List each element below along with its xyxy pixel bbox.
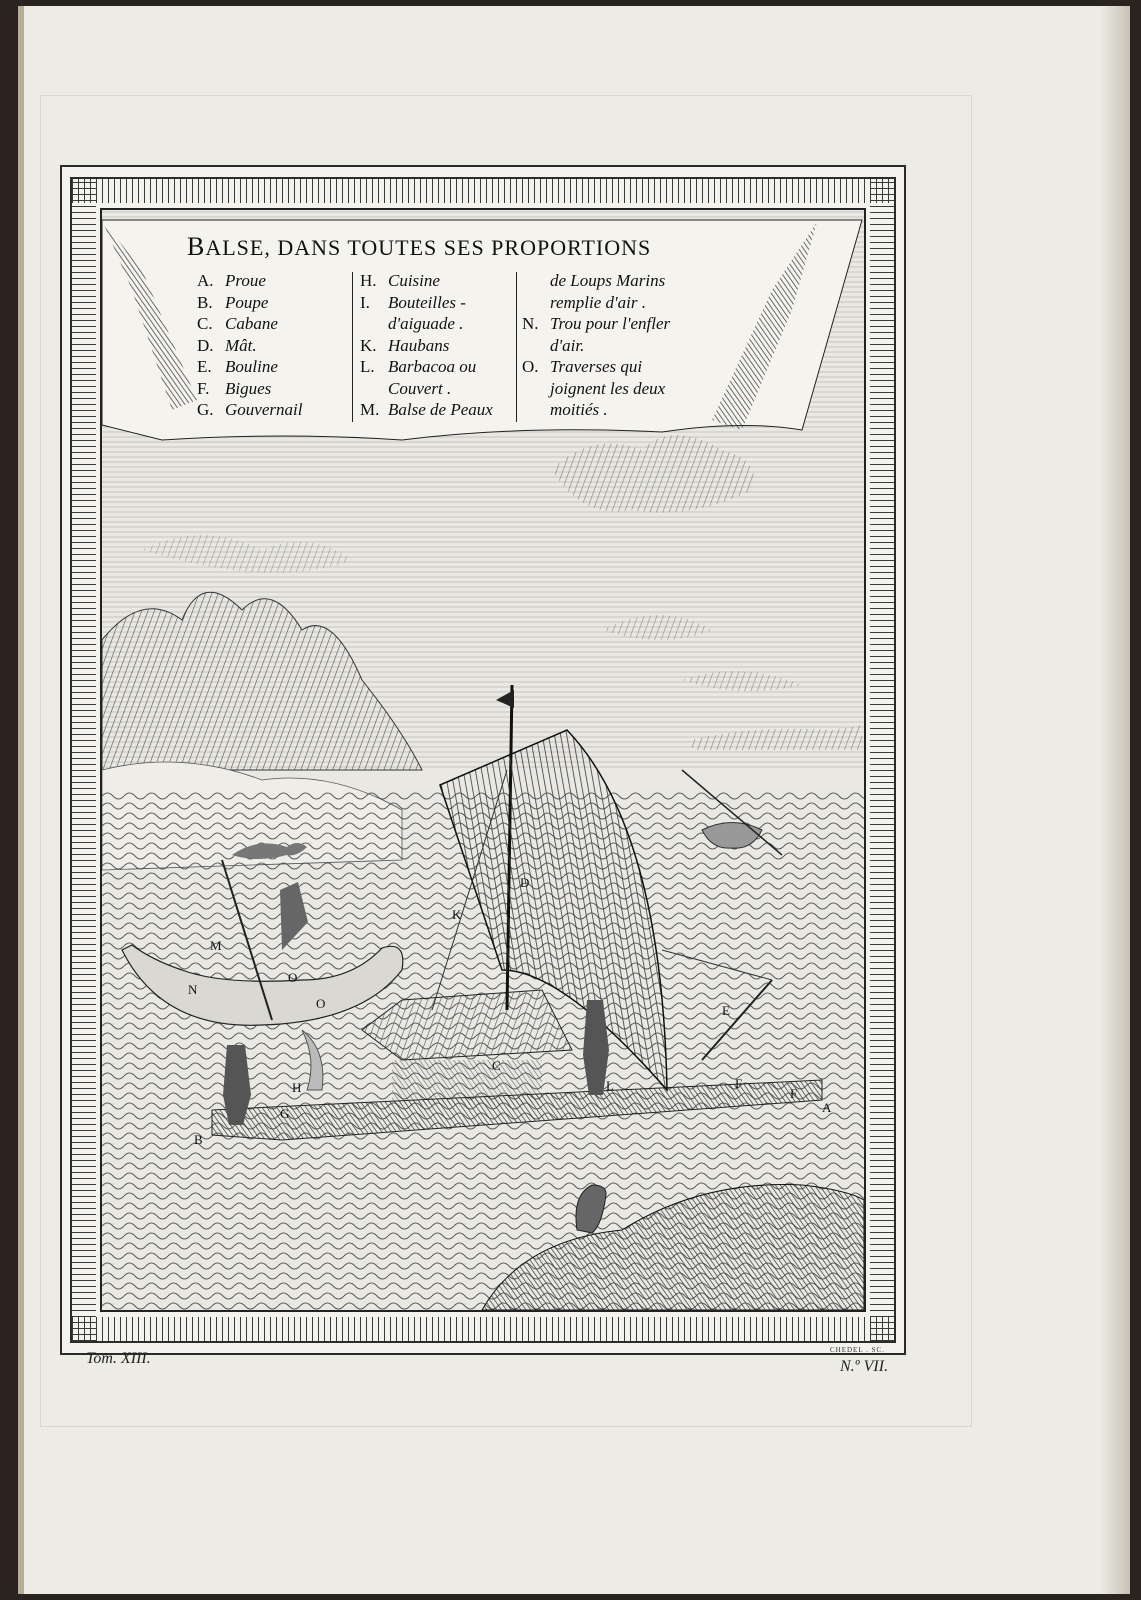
legend-entry: G. Gouvernail	[197, 400, 303, 419]
legend-entry: K. Haubans	[360, 335, 450, 355]
plate-title: BALSE, DANS TOUTES SES PROPORTIONS	[187, 232, 652, 261]
legend-entry: I. Bouteilles -	[360, 292, 466, 312]
scene-mark-h: H	[292, 1080, 302, 1095]
scene-mark-f2: F	[790, 1086, 798, 1101]
scene-mark-a: A	[822, 1100, 832, 1115]
legend-entry: F. Bigues	[197, 378, 272, 398]
scene-mark-b: B	[194, 1132, 203, 1147]
page-edge-shadow	[1100, 6, 1130, 1594]
legend-divider	[352, 272, 353, 422]
legend-entry: A. Proue	[197, 271, 266, 290]
legend-entry: M. Balse de Peaux	[360, 400, 493, 419]
volume-label: Tom. XIII.	[86, 1350, 151, 1367]
legend-divider	[516, 272, 517, 422]
legend-entry: D. Mât.	[197, 335, 257, 355]
scene-mark-d: D	[520, 875, 530, 890]
legend-entry: joignent les deux	[550, 378, 666, 398]
scene-mark-g: G	[280, 1106, 290, 1121]
scene-mark-f: F	[735, 1076, 743, 1091]
engraving-scene	[100, 208, 866, 1312]
legend-entry: de Loups Marins	[550, 271, 666, 290]
legend-entry: d'air.	[550, 335, 585, 355]
plate-number: N.º VII.	[840, 1358, 889, 1375]
scene-mark-l: L	[606, 1078, 614, 1093]
legend-entry: B. Poupe	[197, 292, 269, 312]
scene-mark-m: M	[210, 938, 222, 953]
legend-entry: moitiés .	[550, 400, 608, 419]
legend-entry: remplie d'air .	[550, 292, 647, 312]
scene-mark-c: C	[492, 1058, 501, 1073]
legend-entry: d'aiguade .	[388, 314, 464, 333]
legend-entry: N. Trou pour l'enfler	[522, 314, 671, 333]
legend-entry: Couvert .	[388, 378, 452, 398]
legend-entry: O. Traverses qui	[522, 357, 643, 376]
scene-mark-n: N	[188, 982, 198, 997]
legend-entry: L. Barbacoa ou	[360, 357, 477, 376]
legend-entry: E. Bouline	[197, 357, 278, 376]
legend-column-1	[197, 270, 302, 421]
scene-mark-o2: O	[316, 996, 326, 1011]
legend-column-2	[360, 270, 493, 421]
legend-column-3	[522, 270, 670, 421]
scene-mark-e: E	[722, 1003, 730, 1018]
legend-entry: H. Cuisine	[360, 271, 440, 290]
scene-mark-o: O	[288, 970, 298, 985]
raft-cabin	[392, 1060, 542, 1105]
engraver-signature: CHEDEL . SC.	[830, 1346, 885, 1354]
legend-entry: C. Cabane	[197, 314, 278, 333]
scene-mark-k: K	[452, 907, 462, 922]
